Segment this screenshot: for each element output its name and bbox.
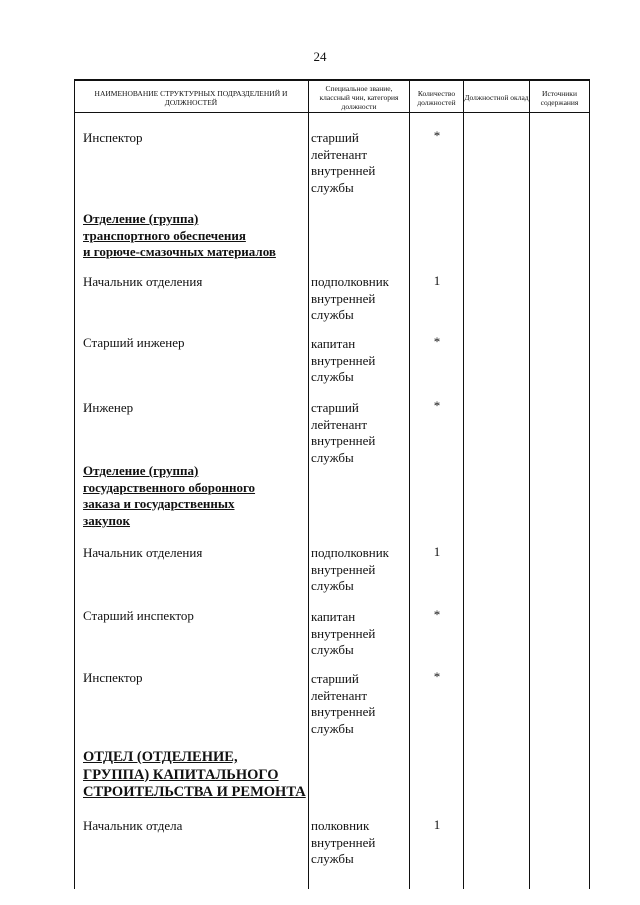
position-count: 1 (433, 817, 441, 832)
header-position-count: Количество должностей (417, 88, 456, 107)
column-divider (529, 79, 530, 889)
position-count: 1 (433, 273, 441, 288)
rank-line: капитан (311, 609, 356, 624)
position-count: * (433, 607, 441, 622)
rank-line: старший (311, 400, 359, 415)
rank-line: службы (311, 851, 354, 866)
position-count: * (433, 398, 441, 413)
rank-line: службы (311, 307, 354, 322)
rank-line: старший (311, 671, 359, 686)
section-heading (83, 211, 308, 261)
rank-line: подполковник (311, 274, 389, 289)
rank-cell (311, 818, 411, 868)
rank-cell (311, 130, 411, 196)
section-heading-line: транспортного обеспечения (83, 227, 246, 243)
rank-line: службы (311, 642, 354, 657)
header-salary: Должностной оклад (464, 93, 529, 102)
header-funding-source: Источники содержания (540, 88, 579, 107)
header-structural-units: НАИМЕНОВАНИЕ СТРУКТУРНЫХ ПОДРАЗДЕЛЕНИЙ И ДОЛЖНОСТЕЙ (94, 88, 288, 107)
rank-line: внутренней (311, 625, 376, 641)
section-heading-line: заказа и государственных (83, 496, 235, 511)
column-divider (308, 79, 309, 889)
section-heading-line: Отделение (группа) (83, 463, 199, 478)
position-name: Начальник отдела (83, 818, 183, 833)
rank-line: внутренней (311, 704, 376, 719)
rank-line: внутренней (311, 352, 376, 368)
rank-line: службы (311, 720, 354, 736)
rank-line: службы (311, 369, 354, 384)
position-count: * (433, 669, 441, 684)
rank-cell (311, 545, 411, 595)
section-heading-line: СТРОИТЕЛЬСТВА И РЕМОНТА (83, 784, 306, 800)
page-number: 24 (313, 49, 327, 64)
rank-cell (311, 336, 411, 386)
position-name: Старший инспектор (83, 608, 194, 623)
rank-line: подполковник (311, 545, 389, 560)
position-name: Инспектор (83, 130, 143, 145)
rank-line: лейтенант (311, 416, 368, 432)
rank-line: внутренней (311, 290, 376, 306)
rank-line: старший (311, 130, 359, 145)
column-divider (463, 79, 464, 889)
position-name: Начальник отделения (83, 545, 203, 560)
rank-line: внутренней (311, 433, 376, 448)
rank-cell (311, 400, 411, 466)
rank-line: лейтенант (311, 687, 368, 703)
section-heading (83, 463, 308, 529)
position-name: Начальник отделения (83, 274, 203, 289)
rank-line: лейтенант (311, 146, 368, 162)
department-heading (83, 749, 308, 802)
position-count: * (433, 334, 441, 349)
position-count: 1 (433, 544, 441, 559)
rank-line: полковник (311, 818, 370, 833)
rank-cell (311, 671, 411, 737)
rank-line: внутренней (311, 834, 376, 850)
rank-line: капитан (311, 336, 356, 351)
rank-cell (311, 274, 411, 324)
table-border-right (589, 79, 590, 889)
section-heading-line: ОТДЕЛ (ОТДЕЛЕНИЕ, (83, 749, 238, 765)
section-heading-line: закупок (83, 512, 131, 528)
header-rank: Специальное звание, классный чин, категория должности (319, 84, 399, 111)
rank-line: службы (311, 179, 354, 195)
section-heading-line: ГРУППА) КАПИТАЛЬНОГО (83, 766, 279, 783)
table-border-left (74, 79, 75, 889)
rank-line: службы (311, 449, 354, 465)
position-name: Инспектор (83, 670, 143, 685)
rank-line: внутренней (311, 163, 376, 178)
position-name: Старший инженер (83, 335, 185, 350)
table-top-rule (74, 79, 590, 81)
column-divider (409, 79, 410, 889)
position-count: * (433, 128, 441, 143)
section-heading-line: государственного оборонного (83, 479, 256, 495)
rank-cell (311, 609, 411, 659)
rank-line: службы (311, 578, 354, 593)
section-heading-line: и горюче-смазочных материалов (83, 244, 276, 259)
section-heading-line: Отделение (группа) (83, 211, 199, 226)
position-name: Инженер (83, 400, 134, 415)
rank-line: внутренней (311, 561, 376, 577)
table-header-rule (74, 112, 590, 113)
